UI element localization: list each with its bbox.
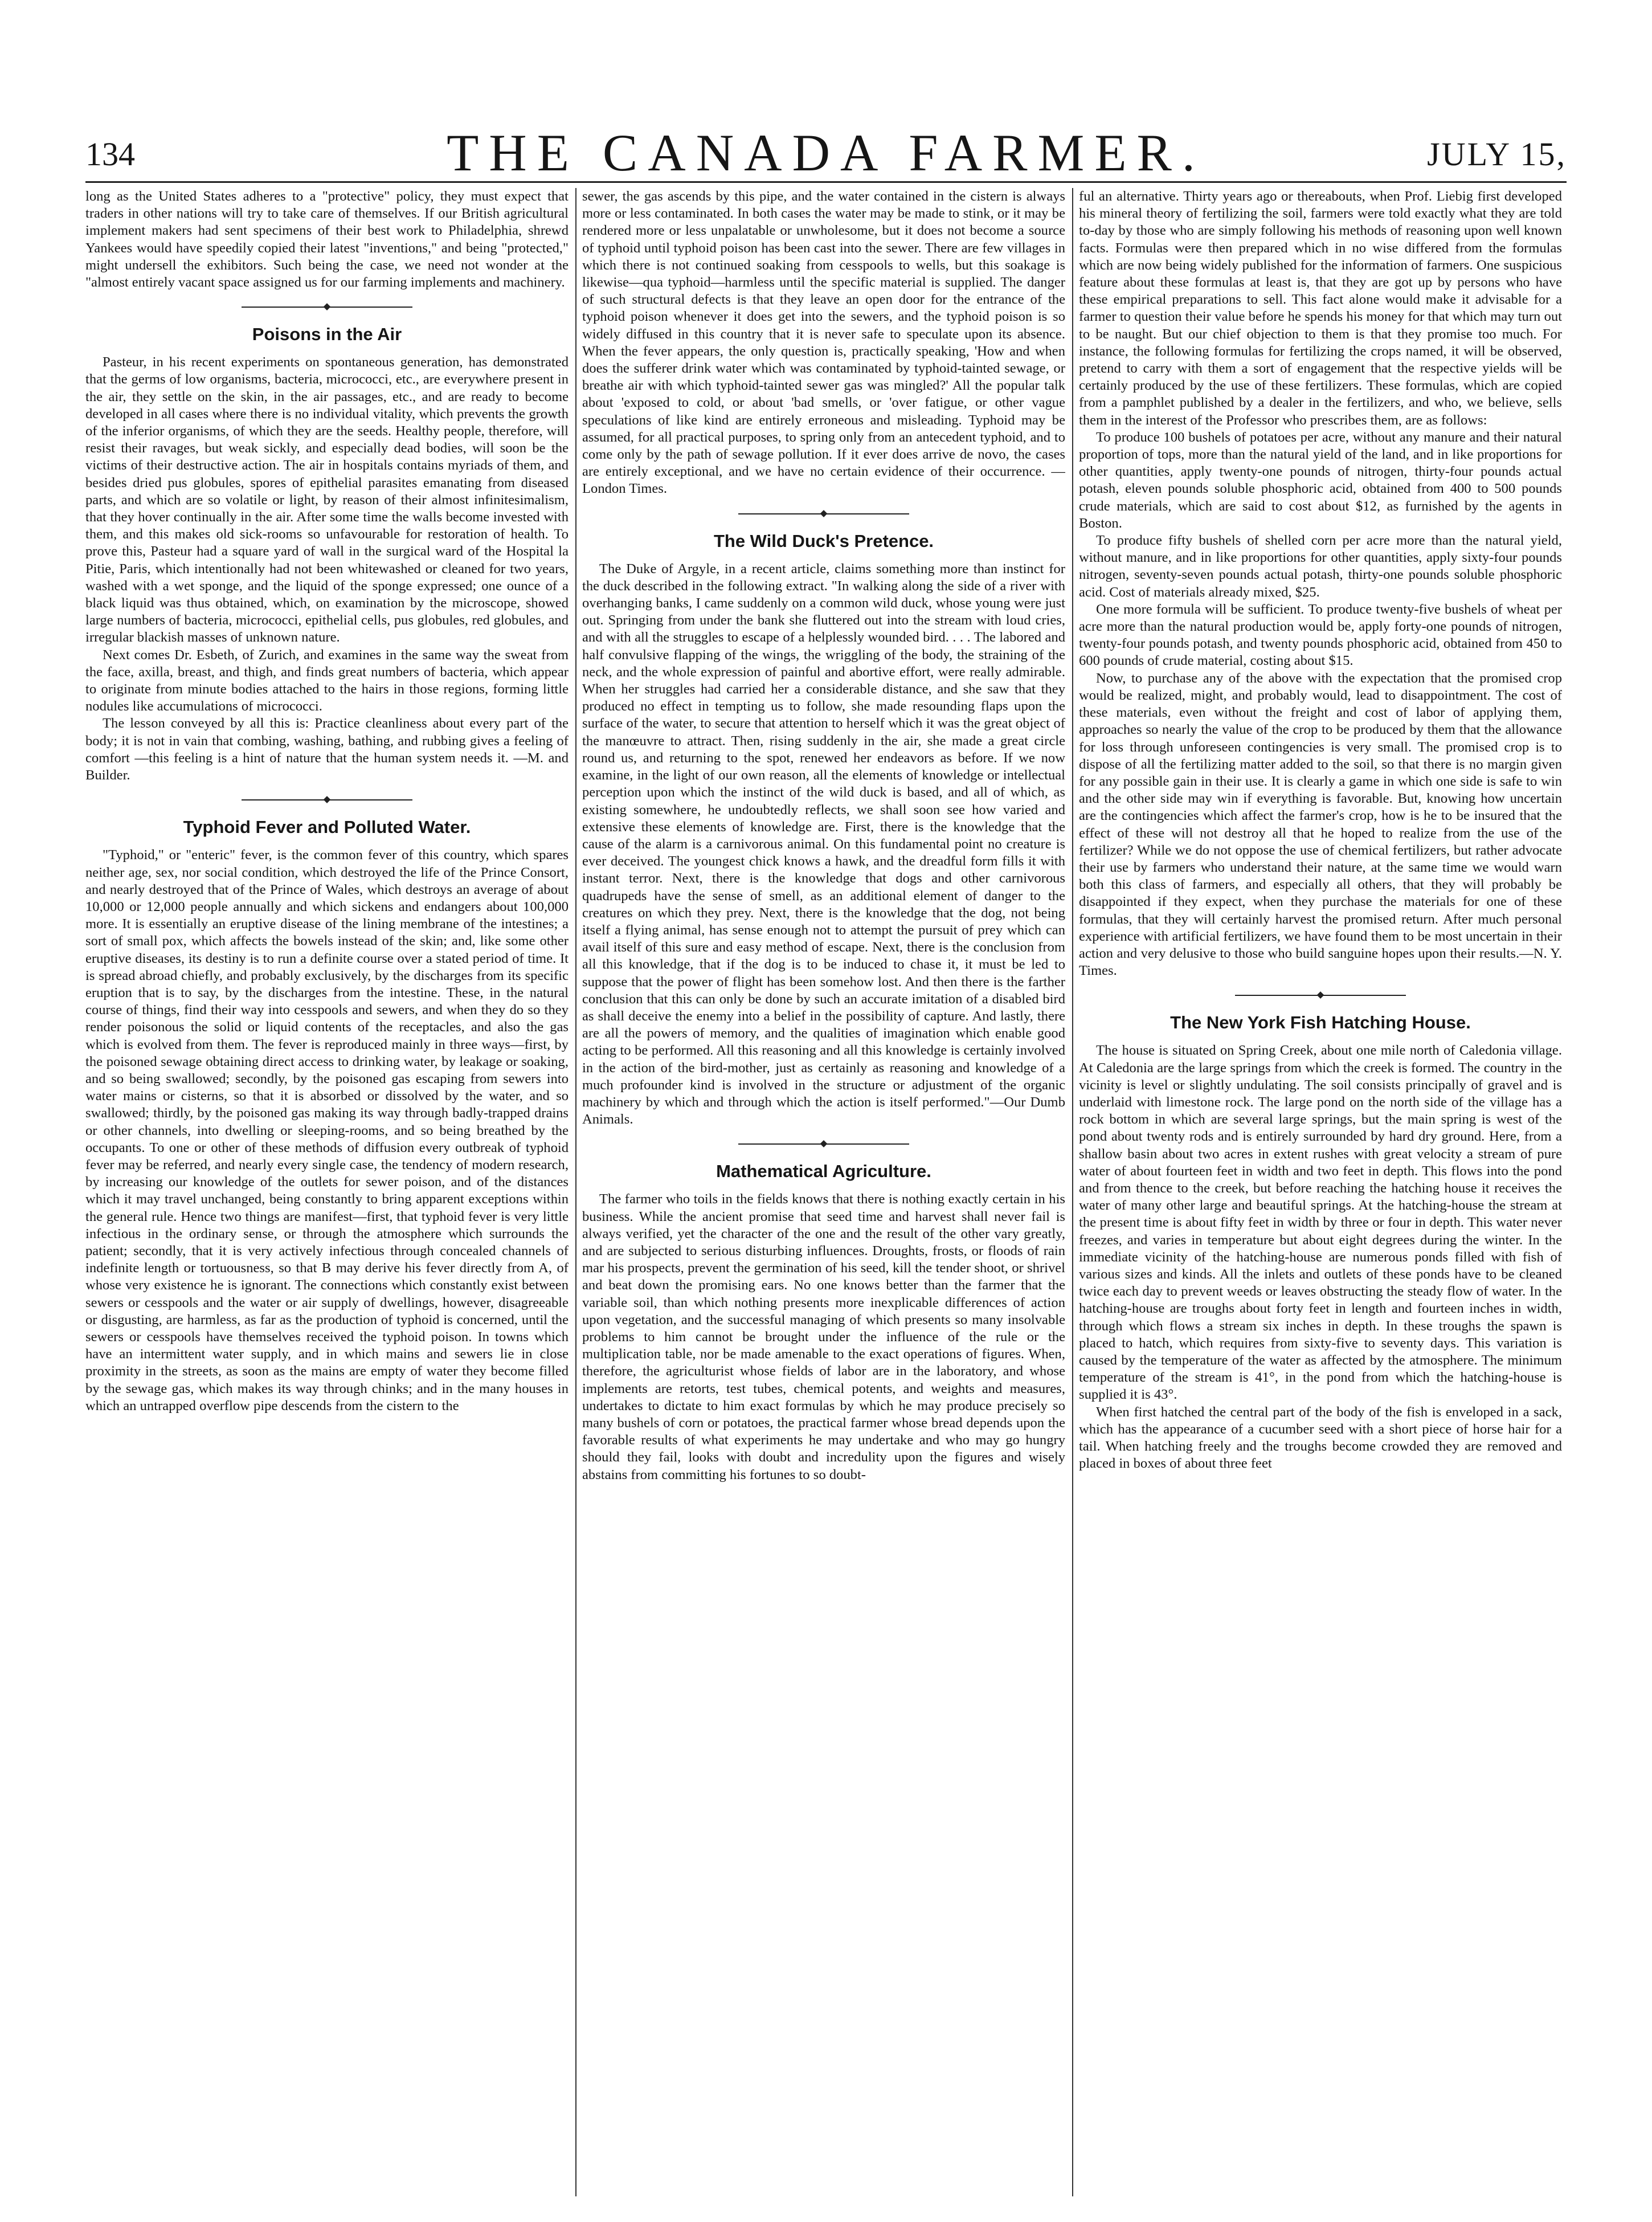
article-paragraph: Pasteur, in his recent experiments on spontaneous generation, has demonstrated that the germs of low organisms, bacteria, micrococci, etc., are everywhere present in the air, they settle on the skin, in the air passages, etc., and are ready to become developed in all cases where there is no individual vitality, which prevents the growth of the inferior organisms, of which they are the seeds. Healthy people, therefore, will resist their ravages, but weak sickly, and especially dead bodies, will soon be the victims of their destructive action. The air in hospitals contains myriads of them, and besides dried pus globules, spores of epithelial parasites emanating from diseased parts, and which are so volatile or light, by reason of their almost infinitesimalism, that they hover continually in the air. After some time the walls become invested with them, and this makes old sick-rooms so unfavourable for restoration of health. To prove this, Pasteur had a square yard of wall in the surgical ward of the Hospital la Pitie, Paris, which intentionally had not been whitewashed or cleaned for two years, washed with a wet sponge, and the liquid of the sponge expressed; one ounce of a black liquid was thus obtained, which, on examination by the microscope, showed large numbers of bacteria, micrococci, epithelial cells, pus globules, red globules, and irregular blackish masses of unknown nature. <box>85 354 569 646</box>
masthead-rule <box>85 181 1567 183</box>
separator-ornament-icon <box>324 796 331 803</box>
article-paragraph: Next comes Dr. Esbeth, of Zurich, and examines in the same way the sweat from the face, axilla, breast, and thigh, and finds great numbers of bacteria, which appear to originate from minute bodies attached to the hairs in those regions, forming little nodules like accumulations of micrococci. <box>85 647 569 714</box>
article-heading: The Wild Duck's Pretence. <box>713 530 934 551</box>
column-left <box>85 188 569 2196</box>
article-paragraph: One more formula will be sufficient. To produce twenty-five bushels of wheat per acre more than the natural production would be, apply forty-one pounds of nitrogen, twenty-four pounds potash, and twenty pounds phosphoric acid, obtained from 450 to 600 pounds of crude material, costing about $15. <box>1079 601 1562 669</box>
separator-ornament-icon <box>1317 991 1324 999</box>
section-separator <box>738 510 909 517</box>
article-paragraph: The Duke of Argyle, in a recent article, claims something more than instinct for the duck described in the following extract. "In walking along the side of a river with overhanging banks, I came suddenly on a common wild duck, whose young were just out. Springing from under the bank she fluttered out into the stream with loud cries, and with all the struggles to escape of a helplessly wounded bird. . . . The labored and half convulsive flapping of the wings, the wriggling of the body, the straining of the neck, and the whole expression of painful and abortive effort, were really admirable. When her struggles had carried her a considerable distance, and she saw that they produced no effect in tempting us to follow, she made resounding flaps upon the surface of the water, to secure that attention to herself which it was the great object of the manœuvre to attract. Then, rising suddenly in the air, she made a great circle round us, and returning to the spot, renewed her endeavors as before. If we now examine, in the light of our own reason, all the elements of knowledge or intellectual perception upon which the instinct of the wild duck is based, and all of which, as existing somewhere, he undoubtedly reflects, we shall soon see how varied and extensive these elements of knowledge are. First, there is the knowledge that the cause of the alarm is a carnivorous animal. On this fundamental point no creature is ever deceived. The youngest chick knows a hawk, and the dreadful form fills it with instant terror. Next, there is the knowledge that dogs and other carnivorous quadrupeds have the sense of smell, as an additional element of danger to the creatures on which they prey. Next, there is the knowledge that the dog, not being itself a flying animal, has sense enough not to attempt the pursuit of prey which can avail itself of this sure and easy method of escape. Next, there is the conclusion from all this knowledge, that if the dog is to be induced to chase it, it must be led to suppose that the power of flight has been somehow lost. And then there is the farther conclusion that this can only be done by such an accurate imitation of a disabled bird as shall deceive the enemy into a belief in the possibility of capture. And lastly, there are all the powers of memory, and the qualities of imagination which enable good acting to be performed. All this reasoning and all this knowledge is certainly involved in the action of the bird-mother, just as certainly as reasoning and knowledge of a much profounder kind is involved in the structure or adjustment of the organic machinery by which and through which the action is itself performed."—Our Dumb Animals. <box>582 561 1065 1128</box>
column-middle <box>582 188 1065 2196</box>
page-number: 134 <box>85 136 135 173</box>
column-right <box>1079 188 1562 2196</box>
article-heading: The New York Fish Hatching House. <box>1170 1012 1471 1033</box>
section-separator <box>242 304 412 311</box>
masthead <box>85 122 1567 185</box>
article-heading: Mathematical Agriculture. <box>716 1161 931 1182</box>
separator-ornament-icon <box>324 303 331 311</box>
separator-ornament-icon <box>820 1140 828 1147</box>
article-paragraph: The lesson conveyed by all this is: Practice cleanliness about every part of the body; it is not in vain that combing, washing, bathing, and rubbing gives a feeling of comfort —this feeling is a hint of nature that the human system needs it. —M. and Builder. <box>85 716 569 783</box>
section-separator <box>242 797 412 803</box>
article-paragraph: When first hatched the central part of the body of the fish is enveloped in a sack, which has the appearance of a cucumber seed with a short piece of horse hair for a tail. When hatching freely and the troughs become crowded they are removed and placed in boxes of about three feet <box>1079 1404 1562 1472</box>
article-paragraph: "Typhoid," or "enteric" fever, is the common fever of this country, which spares neither age, sex, nor social condition, which destroyed the life of the Prince Consort, and nearly destroyed that of the Prince of Wales, which destroys an average of about 10,000 or 12,000 people annually and which sickens and endangers about 100,000 more. It is essentially an eruptive disease of the lining membrane of the intestines; a sort of small pox, which affects the bowels instead of the skin; and, like some other eruptive diseases, its destiny is to run a definite course over a stated period of time. It is spread abroad chiefly, and probably exclusively, by the discharges from its specific eruption that is to say, by the discharges from the intestine. These, in the natural course of things, find their way into cesspools and sewers, and when they do so they render poisonous the solid or liquid contents of the receptacles, and also the gas which is evolved from them. The fever is reproduced mainly in three ways—first, by the poisoned sewage obtaining direct access to drinking water, by leakage or soaking, and so being swallowed; secondly, by the poisoned gas escaping from sewers into water mains or cisterns, so that it is absorbed or dissolved by the water, and so swallowed; thirdly, by the poisoned gas making its way through badly-trapped drains or other channels, into dwelling or sleeping-rooms, and so being breathed by the occupants. To one or other of these methods of diffusion every outbreak of typhoid fever may be referred, and nearly every single case, the tendency of modern research, by increasing our knowledge of the outlets for sewer poison, and of the distances which it may travel unchanged, being constantly to bring apparent exceptions within the general rule. Hence two things are manifest—first, that typhoid fever is very little infectious in the ordinary sense, or through the atmosphere which surrounds the patient; secondly, that it is very actively infectious through concealed channels of indefinite length or tortuousness, so that B may derive his fever directly from A, of whose very existence he is ignorant. The connections which constantly exist between sewers or cesspools and the water or air supply of dwellings, however, disagreeable or disgusting, are harmless, as far as the production of typhoid is concerned, until the sewers or cesspools have themselves received the typhoid poison. In towns which have an intermittent water supply, and in which mains and sewers lie in close proximity in the streets, as soon as the mains are empty of water they become filled by the sewage gas, which makes its way through chinks; and in the many houses in which an untrapped overflow pipe descends from the cistern to the <box>85 847 569 1414</box>
article-paragraph: To produce fifty bushels of shelled corn per acre more than the natural yield, without manure, and in like proportions for other quantities, apply sixty-four pounds nitrogen, seventy-seven pounds actual potash, thirty-one pounds soluble phosphoric acid. Cost of materials already mixed, $25. <box>1079 533 1562 600</box>
section-separator <box>1235 992 1406 999</box>
column-divider <box>575 188 576 2196</box>
column-divider <box>1072 188 1073 2196</box>
article-paragraph: ful an alternative. Thirty years ago or thereabouts, when Prof. Liebig first developed his mineral theory of fertilizing the soil, farmers were told exactly what they are told to-day by those who are simply following his methods of reasoning upon well known facts. Formulas were then prepared which in no wise differed from the formulas which are now being widely published for the information of farmers. One suspicious feature about these formulas at least is, that they are got up by persons who have these empirical preparations to sell. This fact alone would make it advisable for a farmer to question their value before he spends his money for that which may turn out to be naught. But our chief objection to them is that they promise too much. For instance, the following formulas for fertilizing the crops named, it will be observed, pretend to carry with them a sort of engagement that the respective yields will be certainly produced by the use of these fertilizers. These formulas, which are copied from a pamphlet published by a dealer in the fertilizers, and who, we believe, sells them in the interest of the Professor who prescribes them, are as follows: <box>1079 189 1562 428</box>
newspaper-title: THE CANADA FARMER. <box>447 124 1205 182</box>
section-separator <box>738 1141 909 1147</box>
article-paragraph: The farmer who toils in the fields knows that there is nothing exactly certain in his business. While the ancient promise that seed time and harvest shall never fail is always verified, yet the character of the one and the result of the other vary greatly, and are subjected to serious disturbing influences. Droughts, frosts, or floods of rain mar his prospects, prevent the germination of his seed, kill the tender shoot, or shrivel and beat down the promising ears. No one knows better than the farmer that the variable soil, than which nothing presents more inexplicable differences of action upon vegetation, and the successful managing of which presents so many insolvable problems to him cannot be brought under the influence of the rule or the multiplication table, nor be made amenable to the exact operations of figures. When, therefore, the agriculturist whose fields of labor are in the laboratory, and whose implements are retorts, test tubes, chemical potents, and weights and measures, undertakes to dictate to him exact formulas by which he may produce precisely so many bushels of corn or potatoes, the practical farmer whose bread depends upon the favorable results of what experiments he may undertake and who may go hungry should they fail, looks with doubt and incredulity upon the figures and wisely abstains from committing his fortunes to so doubt- <box>582 1191 1065 1482</box>
article-paragraph: The house is situated on Spring Creek, about one mile north of Caledonia village. At Caledonia are the large springs from which the creek is formed. The country in the vicinity is level or slightly undulating. The soil consists principally of gravel and is underlaid with limestone rock. The large pond on the north side of the village has a rock bottom in which are several large springs, but the main spring is west of the pond about twenty rods and is entirely surrounded by hard dry ground. Here, from a shallow basin about two acres in extent rushes with great velocity a stream of pure water of about fourteen feet in width and two feet in depth. This flows into the pond and from thence to the creek, but before reaching the hatching house it receives the water of many other large and beautiful springs. At the hatching-house the stream at the present time is about fifty feet in width by three or four in depth. This water never freezes, and varies in temperature but about eight degrees during the winter. In the immediate vicinity of the hatching-house are numerous ponds filled with fish of various sizes and kinds. All the inlets and outlets of these ponds have to be cleaned twice each day to prevent weeds or leaves obstructing the steady flow of water. In the hatching-house are troughs about forty feet in length and fourteen inches in width, through which flows a stream six inches in depth. In these troughs the spawn is placed to hatch, which requires from sixty-five to seventy days. This variation is caused by the temperature of the water as affected by the atmosphere. The minimum temperature of the stream is 41°, in the pond from which the hatching-house is supplied it is 43°. <box>1079 1043 1562 1403</box>
article-heading: Poisons in the Air <box>252 324 402 345</box>
article-paragraph: long as the United States adheres to a "protective" policy, they must expect that traders in other nations will try to take care of themselves. If our British agricultural implement makers had sent specimens of their best work to Philadelphia, shrewd Yankees would have speedily copied their latest "inventions," and being "protected," might undersell the exhibitors. Such being the case, we need not wonder at the "almost entirely vacant space assigned us for our farming implements and machinery. <box>85 189 569 291</box>
article-heading: Typhoid Fever and Polluted Water. <box>183 817 471 838</box>
separator-ornament-icon <box>820 510 828 517</box>
article-paragraph: Now, to purchase any of the above with the expectation that the promised crop would be realized, might, and probably would, lead to disappointment. The cost of these materials, even without the freight and cost of labor of applying them, approaches so nearly the value of the crop to be produced by them that the allowance for loss through unforeseen contingencies is very small. The promised crop is to dispose of all the fertilizing matter added to the soil, so that there is no margin given for any possible gain in their use. It is clearly a game in which one side is safe to win and the other side may win if everything is favorable. But, knowing how uncertain are the contingencies which affect the farmer's crop, how is he to be insured that the effect of these will not destroy all that he hoped to realize from the use of the fertilizer? While we do not oppose the use of chemical fertilizers, but rather advocate their use by farmers who understand their nature, at the same time we would warn both this class of farmers, and especially all others, that they will probably be disappointed if they expect, when they purchase the materials for one of these formulas, that they will certainly harvest the promised return. After much personal experience with artificial fertilizers, we have found them to be most uncertain in their action and very delusive to those who build sanguine hopes upon their results.—N. Y. Times. <box>1079 670 1562 979</box>
issue-date: JULY 15, <box>1427 136 1567 173</box>
article-paragraph: To produce 100 bushels of potatoes per acre, without any manure and their natural proportion of tops, more than the natural yield of the land, and in like proportions for other quantities, apply twenty-one pounds of nitrogen, thirty-four pounds actual potash, eleven pounds soluble phosphoric acid, obtained from 400 to 500 pounds crude materials, which are said to cost about $12, as furnished by the agents in Boston. <box>1079 429 1562 531</box>
article-paragraph: sewer, the gas ascends by this pipe, and the water contained in the cistern is always more or less contaminated. In both cases the water may be made to stink, or it may be rendered more or less unpalatable or unwholesome, but it does not become a source of typhoid until typhoid poison has been cast into the sewer. There are few villages in which there is not continued soaking from cesspools to wells, but this soakage is likewise—qua typhoid—harmless until the specific material is supplied. The danger of such structural defects is that they leave an open door for the entrance of the typhoid poison whenever it does get into the sewers, and the typhoid poison is so widely diffused in this country that it is never safe to speculate upon its absence. When the fever appears, the only question is, practically speaking, 'How and when does the sufferer drink water which was contaminated by typhoid-tainted sewage, or breathe air with which typhoid-tainted sewer gas was mingled?' All the popular talk about 'exposed to cold, or about 'bad smells, or 'over fatigue, or other vague speculations of like kind are entirely erroneous and misleading. Typhoid may be assumed, for all practical purposes, to spring only from an antecedent typhoid, and to come only by the path of sewage pollution. If it ever does arrive de novo, the cases are entirely exceptional, and we have no certain evidence of their occurrence. —London Times. <box>582 189 1065 497</box>
